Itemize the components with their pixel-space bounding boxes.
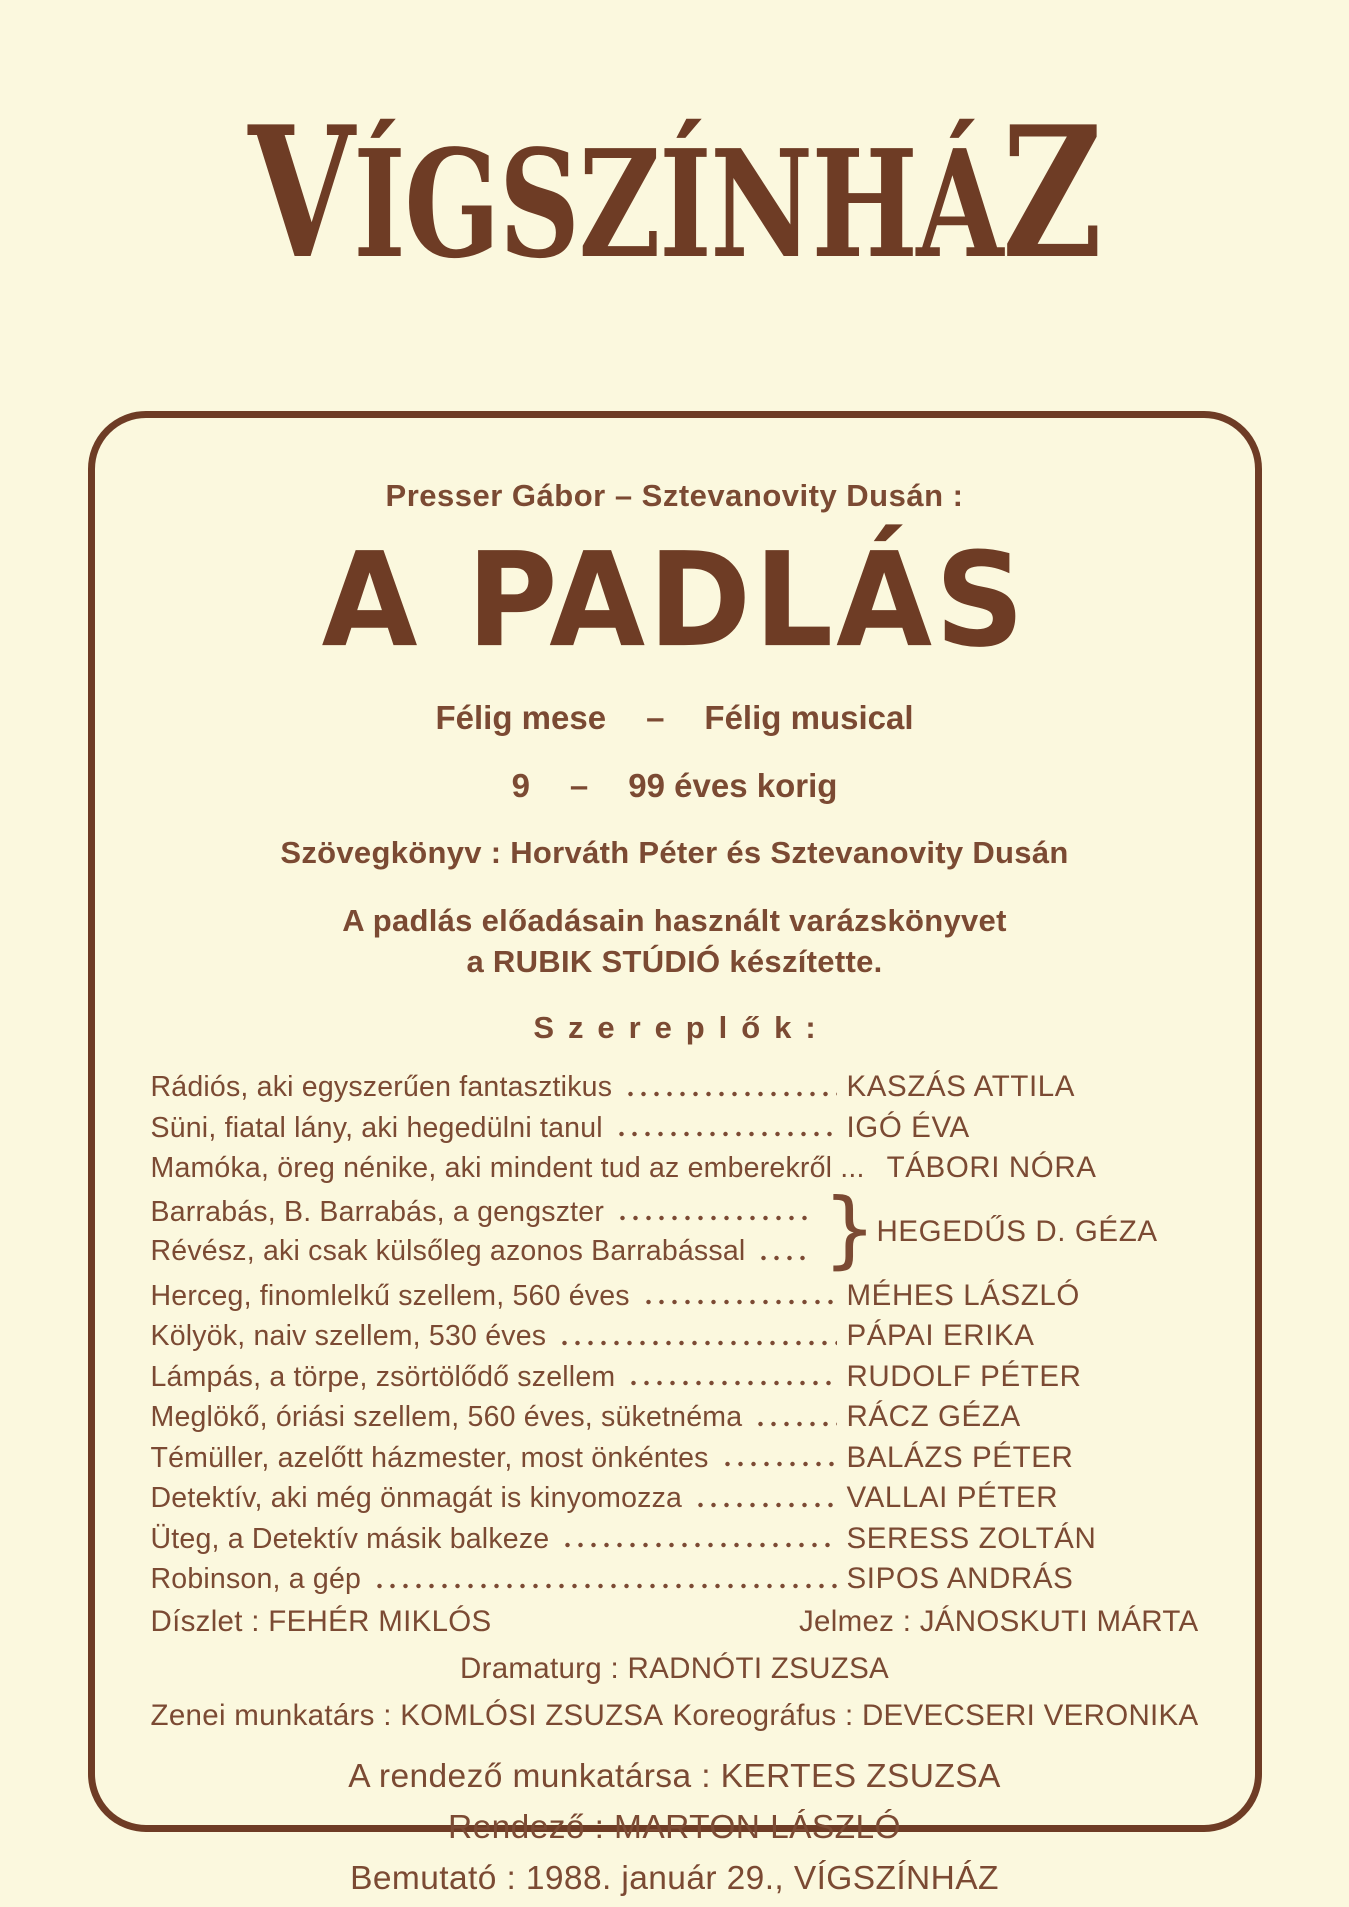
dotted-leader — [754, 1420, 836, 1428]
cast-actor: IGÓ ÉVA — [846, 1110, 970, 1144]
cast-row — [151, 1564, 1199, 1594]
cast-row — [150, 1440, 1199, 1474]
theater-logo: VÍGSZÍNHÁZ — [248, 86, 1101, 299]
cast-actor: VALLAI PÉTER — [846, 1481, 1059, 1515]
credit-zenei: Zenei munkatárs : KOMLÓSI ZSUZSA — [150, 1698, 664, 1732]
cast-actor: PÁPAI ERIKA — [846, 1319, 1035, 1353]
cast-actor: SIPOS ANDRÁS — [846, 1562, 1074, 1596]
tagline-right: Félig musical — [704, 698, 914, 736]
dotted-leader — [757, 1254, 812, 1262]
cast-row — [151, 1483, 1199, 1513]
cast-row — [151, 1321, 1199, 1351]
dotted-leader — [616, 1214, 813, 1222]
cast-row — [150, 1359, 1199, 1393]
cast-row — [151, 1237, 823, 1266]
cast-row — [150, 1521, 1199, 1555]
magic-book-note — [151, 901, 1199, 983]
credit-koreografus: Koreográfus : DEVECSERI VERONIKA — [672, 1698, 1199, 1732]
poster-frame — [88, 411, 1262, 1897]
cast-row — [151, 1153, 1199, 1183]
cast-row — [150, 1278, 1199, 1312]
dotted-leader — [627, 1379, 836, 1387]
book-credit-line: Szövegkönyv : Horváth Péter és Sztevanovity Dusán — [280, 834, 1069, 870]
cast-row — [150, 1110, 1199, 1144]
dotted-leader — [558, 1339, 836, 1347]
cast-actor: HEGEDŰS D. GÉZA — [876, 1214, 1158, 1248]
cast-actor: MÉHES LÁSZLÓ — [846, 1278, 1080, 1312]
tagline-left: Félig mese — [435, 698, 607, 736]
dotted-leader — [624, 1090, 836, 1098]
credit-diszlet: Díszlet : FEHÉR MIKLÓS — [150, 1604, 492, 1638]
cast-heading: Szereplők: — [533, 1010, 830, 1046]
cast-actor: RÁCZ GÉZA — [846, 1400, 1021, 1434]
cast-role: Süni, fiatal lány, aki hegedülni tanul — [150, 1111, 603, 1144]
cast-role: Mamóka, öreg nénike, aki mindent tud az emberekről ... — [150, 1152, 865, 1185]
cast-role: Barrabás, B. Barrabás, a gengszter — [150, 1195, 605, 1228]
cast-role: Meglökő, óriási szellem, 560 éves, süketnéma — [150, 1401, 743, 1434]
dotted-leader — [615, 1130, 837, 1138]
cast-group-roles — [150, 1195, 823, 1268]
cast-role: Lámpás, a törpe, zsörtölődő szellem — [150, 1360, 616, 1393]
age-to: 99 éves korig — [628, 766, 838, 804]
tagline-dash: – — [646, 698, 665, 736]
cast-actor: RUDOLF PÉTER — [846, 1359, 1082, 1393]
credit-rendezo-munkatarsa: A rendező munkatársa : KERTES ZSUZSA — [348, 1757, 1001, 1795]
dotted-leader — [694, 1501, 836, 1509]
cast-role: Herceg, finomlelkű szellem, 560 éves — [150, 1279, 630, 1312]
cast-actor: BALÁZS PÉTER — [846, 1440, 1074, 1474]
cast-role: Üteg, a Detektív másik balkeze — [150, 1522, 550, 1555]
dotted-leader — [561, 1541, 836, 1549]
credits-row-1 — [151, 1605, 1199, 1639]
dotted-leader — [642, 1298, 837, 1306]
magic-book-note-line2: a RUBIK STÚDIÓ készítette. — [466, 943, 883, 979]
magic-book-note-line1: A padlás előadásain használt varázskönyvet — [342, 902, 1007, 938]
cast-row-group — [150, 1179, 1199, 1278]
cast-actor: SERESS ZOLTÁN — [846, 1521, 1097, 1555]
credit-dramaturg: Dramaturg : RADNÓTI ZSUZSA — [459, 1651, 890, 1685]
cast-role: Robinson, a gép — [150, 1563, 362, 1596]
show-title: A PADLÁS — [321, 525, 1028, 677]
cast-row — [151, 1402, 1199, 1432]
cast-role: Témüller, azelőtt házmester, most önkéntes — [150, 1441, 709, 1474]
dotted-leader — [721, 1460, 837, 1468]
credit-jelmez: Jelmez : JÁNOSKUTI MÁRTA — [798, 1604, 1199, 1638]
cast-role: Detektív, aki még önmagát is kinyomozza — [150, 1482, 683, 1515]
brace-glyph: } — [822, 1179, 877, 1278]
premiere-line: Bemutató : 1988. január 29., VÍGSZÍNHÁZ — [350, 1859, 999, 1897]
dotted-leader — [373, 1582, 836, 1590]
authors-line: Presser Gábor – Sztevanovity Dusán : — [385, 478, 964, 514]
cast-actor: KASZÁS ATTILA — [846, 1070, 1076, 1104]
credit-rendezo: Rendező : MARTON LÁSZLÓ — [448, 1808, 901, 1846]
credits-block — [151, 1605, 1199, 1898]
cast-actor: TÁBORI NÓRA — [886, 1151, 1097, 1185]
age-from: 9 — [511, 766, 530, 804]
cast-role: Kölyök, naiv szellem, 530 éves — [150, 1320, 547, 1353]
cast-list — [150, 1070, 1199, 1596]
cast-row — [151, 1072, 1199, 1102]
cast-role: Révész, aki csak külsőleg azonos Barrabással — [150, 1235, 746, 1268]
age-range-line — [151, 767, 1199, 805]
cast-row — [150, 1195, 823, 1228]
age-dash: – — [569, 766, 589, 804]
credits-row-3 — [151, 1699, 1199, 1733]
tagline — [151, 699, 1199, 737]
cast-role: Rádiós, aki egyszerűen fantasztikus — [150, 1071, 613, 1104]
